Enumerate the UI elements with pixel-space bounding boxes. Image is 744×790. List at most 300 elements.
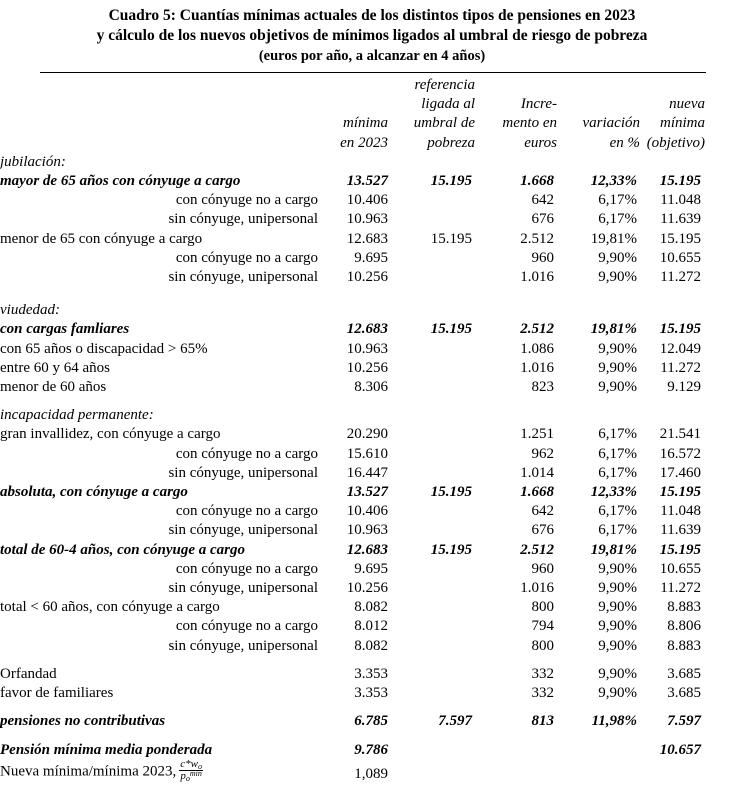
table-row	[0, 268, 744, 287]
cell-incremento: 960	[531, 560, 554, 577]
cell-referencia	[388, 598, 475, 617]
column-header-minima	[318, 76, 388, 153]
table-row	[0, 249, 744, 268]
row-label: total < 60 años, con cónyuge a cargo	[0, 599, 220, 616]
column-header-line: ligada al	[421, 96, 475, 113]
row-label-cell	[0, 230, 318, 249]
column-header-referencia	[388, 76, 475, 153]
row-spacer	[0, 703, 744, 712]
row-label-cell	[0, 464, 318, 483]
row-spacer	[0, 656, 744, 665]
pensions-table-body	[0, 76, 744, 784]
cell-nueva: 11.272	[660, 359, 701, 376]
cell-nueva: 10.657	[659, 741, 701, 758]
row-pad-cell	[705, 378, 744, 397]
row-pad-cell	[705, 340, 744, 359]
cell-variacion: 19,81%	[590, 321, 637, 338]
row-label-cell	[0, 320, 318, 339]
cell-referencia	[388, 406, 475, 425]
cell-variacion: 9,90%	[598, 637, 637, 654]
cell-nueva: 3.685	[667, 685, 701, 702]
cell-incremento: 813	[531, 713, 554, 730]
table-row	[0, 425, 744, 444]
row-spacer-cell	[0, 703, 744, 712]
table-row	[0, 521, 744, 540]
cell-nueva: 11.048	[660, 503, 701, 520]
cell-nueva: 7.597	[667, 713, 701, 730]
cell-nueva	[640, 153, 705, 172]
ratio-row-empty-cell	[640, 760, 705, 784]
row-label-cell	[0, 406, 318, 425]
column-header-line: mínima	[660, 115, 705, 132]
column-header-line: Incre-	[520, 96, 557, 113]
ratio-row-label: Nueva mínima/mínima 2023,	[0, 763, 177, 780]
cell-nueva: 10.655	[659, 249, 701, 266]
table-row	[0, 637, 744, 656]
table-row	[0, 598, 744, 617]
cell-incremento: 1.086	[520, 340, 554, 357]
cell-referencia	[388, 637, 475, 656]
table-top-rule-container	[0, 66, 744, 73]
row-label: gran invallidez, con cónyuge a cargo	[0, 426, 221, 443]
table-row	[0, 301, 744, 320]
cell-referencia	[388, 684, 475, 703]
table-row	[0, 210, 744, 229]
cell-nueva: 11.639	[660, 522, 701, 539]
column-header-line: referencia	[414, 77, 475, 93]
cell-minima	[318, 153, 388, 172]
title-line-2: y cálculo de los nuevos objetivos de mínimos ligados al umbral de riesgo de pobreza	[96, 27, 648, 44]
row-spacer-cell	[0, 656, 744, 665]
ratio-row-empty-cell	[705, 760, 744, 784]
cell-nueva: 17.460	[659, 464, 701, 481]
cell-incremento: 823	[531, 379, 554, 396]
cell-nueva: 11.272	[660, 269, 701, 286]
row-label-cell	[0, 617, 318, 636]
row-label-cell	[0, 268, 318, 287]
row-label: con cónyuge no a cargo	[175, 618, 318, 635]
row-label-cell	[0, 378, 318, 397]
cell-incremento: 800	[531, 599, 554, 616]
cell-referencia	[388, 249, 475, 268]
cell-referencia: 15.195	[430, 173, 472, 190]
cell-minima: 8.082	[354, 637, 388, 654]
row-label-cell	[0, 598, 318, 617]
row-label-cell	[0, 560, 318, 579]
cell-nueva: 12.049	[659, 340, 701, 357]
row-pad-cell	[705, 320, 744, 339]
row-label: sin cónyuge, unipersonal	[168, 211, 318, 228]
table-row	[0, 445, 744, 464]
table-row	[0, 464, 744, 483]
column-header-line	[475, 76, 557, 95]
row-label: mayor de 65 años con cónyuge a cargo	[0, 173, 241, 190]
row-label: menor de 65 con cónyuge a cargo	[0, 230, 203, 247]
cell-incremento	[475, 406, 557, 425]
cell-variacion: 6,17%	[598, 445, 637, 462]
column-header-nueva	[640, 76, 705, 153]
row-pad-cell	[705, 617, 744, 636]
cell-nueva: 8.883	[667, 637, 701, 654]
column-header-line	[318, 95, 388, 114]
row-pad-cell	[705, 230, 744, 249]
cell-incremento	[475, 153, 557, 172]
header-pad-cell	[705, 76, 744, 153]
cell-incremento: 332	[531, 665, 554, 682]
column-header-line: en 2023	[340, 134, 388, 151]
cell-incremento: 2.512	[520, 321, 554, 338]
cell-referencia	[388, 741, 475, 760]
cell-minima: 8.012	[354, 618, 388, 635]
cell-referencia	[388, 579, 475, 598]
formula-denominator	[179, 771, 203, 783]
cell-referencia	[388, 301, 475, 320]
row-label-cell	[0, 210, 318, 229]
row-pad-cell	[705, 483, 744, 502]
header-label-cell	[0, 76, 318, 153]
row-pad-cell	[705, 268, 744, 287]
row-label: sin cónyuge, unipersonal	[168, 464, 318, 481]
cell-referencia	[388, 210, 475, 229]
table-title	[0, 0, 744, 66]
cell-nueva: 15.195	[659, 484, 701, 501]
row-label: sin cónyuge, unipersonal	[168, 637, 318, 654]
cell-variacion: 6,17%	[598, 522, 637, 539]
cell-minima: 10.256	[346, 359, 388, 376]
table-row	[0, 483, 744, 502]
cell-variacion: 6,17%	[598, 426, 637, 443]
cell-minima: 3.353	[354, 665, 388, 682]
row-label: con cónyuge no a cargo	[175, 192, 318, 209]
cell-variacion: 9,90%	[598, 599, 637, 616]
row-label: sin cónyuge, unipersonal	[168, 269, 318, 286]
ratio-row-empty-cell	[475, 760, 557, 784]
row-label-cell	[0, 425, 318, 444]
cell-minima: 10.406	[346, 503, 388, 520]
row-label-cell	[0, 191, 318, 210]
row-label: entre 60 y 64 años	[0, 359, 110, 376]
formula-numerator-subscript: o	[197, 761, 202, 771]
table-row	[0, 359, 744, 378]
table-row	[0, 191, 744, 210]
column-header-line: euros	[524, 134, 557, 151]
ratio-row	[0, 760, 744, 784]
cell-minima: 10.256	[346, 580, 388, 597]
cell-minima: 20.290	[346, 426, 388, 443]
cell-nueva	[640, 406, 705, 425]
cell-minima: 8.082	[354, 599, 388, 616]
row-pad-cell	[705, 684, 744, 703]
cell-referencia: 7.597	[438, 713, 472, 730]
cell-minima: 9.695	[354, 560, 388, 577]
table-row	[0, 579, 744, 598]
cell-incremento: 2.512	[520, 230, 554, 247]
row-label-cell	[0, 502, 318, 521]
column-header-line	[557, 76, 640, 95]
cell-incremento: 332	[531, 685, 554, 702]
cell-referencia	[388, 191, 475, 210]
cell-minima: 10.963	[346, 522, 388, 539]
cell-minima: 3.353	[354, 685, 388, 702]
cell-incremento: 676	[531, 211, 554, 228]
column-header-line: (objetivo)	[646, 134, 705, 151]
row-label-cell	[0, 301, 318, 320]
table-row	[0, 684, 744, 703]
cell-variacion: 9,90%	[598, 580, 637, 597]
row-label: menor de 60 años	[0, 379, 107, 396]
ratio-row-empty-cell	[557, 760, 640, 784]
cell-minima: 12.683	[346, 230, 388, 247]
cell-incremento: 2.512	[520, 541, 554, 558]
column-header-line: en %	[609, 134, 640, 151]
cell-variacion: 11,98%	[591, 713, 637, 730]
cell-nueva: 10.655	[659, 560, 701, 577]
cell-nueva: 3.685	[667, 665, 701, 682]
column-header-line: mento en	[502, 115, 557, 132]
cell-incremento	[475, 741, 557, 760]
cell-minima: 10.406	[346, 192, 388, 209]
row-label: incapacidad permanente:	[0, 407, 154, 424]
cell-referencia	[388, 340, 475, 359]
cell-variacion: 9,90%	[598, 685, 637, 702]
column-header-line: umbral de	[413, 115, 475, 132]
cell-variacion	[557, 741, 640, 760]
cell-minima: 8.306	[354, 379, 388, 396]
column-header-variacion	[557, 76, 640, 153]
cell-referencia	[388, 464, 475, 483]
row-label: absoluta, con cónyuge a cargo	[0, 484, 188, 501]
table-row	[0, 320, 744, 339]
cell-nueva: 8.883	[667, 599, 701, 616]
cell-incremento: 1.251	[520, 426, 554, 443]
cell-variacion: 9,90%	[598, 665, 637, 682]
cell-referencia	[388, 268, 475, 287]
table-header-row	[0, 76, 744, 153]
cell-incremento: 642	[531, 503, 554, 520]
column-header-line	[640, 76, 705, 95]
cell-variacion: 9,90%	[598, 340, 637, 357]
cell-referencia: 15.195	[430, 541, 472, 558]
cell-referencia: 15.195	[430, 484, 472, 501]
cell-variacion: 9,90%	[598, 249, 637, 266]
cell-referencia	[388, 445, 475, 464]
row-pad-cell	[705, 521, 744, 540]
row-label: favor de familiares	[0, 685, 114, 702]
table-row	[0, 378, 744, 397]
column-header-line: mínima	[343, 115, 388, 132]
row-label: total de 60-4 años, con cónyuge a cargo	[0, 541, 245, 558]
row-label: viudedad:	[0, 302, 60, 319]
cell-variacion: 6,17%	[598, 503, 637, 520]
cell-referencia	[388, 153, 475, 172]
cell-incremento: 642	[531, 192, 554, 209]
cell-variacion: 19,81%	[590, 230, 637, 247]
row-pad-cell	[705, 560, 744, 579]
row-spacer	[0, 397, 744, 406]
cell-nueva: 15.195	[659, 541, 701, 558]
cell-variacion: 12,33%	[590, 484, 637, 501]
cell-minima: 6.785	[354, 713, 388, 730]
cell-incremento: 960	[531, 249, 554, 266]
cell-minima: 12.683	[346, 321, 388, 338]
cell-referencia	[388, 521, 475, 540]
cell-variacion: 9,90%	[598, 379, 637, 396]
cell-nueva: 8.806	[667, 618, 701, 635]
cell-variacion: 6,17%	[598, 211, 637, 228]
row-pad-cell	[705, 153, 744, 172]
cell-referencia: 15.195	[430, 321, 472, 338]
cell-minima: 10.963	[346, 340, 388, 357]
table-row	[0, 340, 744, 359]
row-spacer	[0, 732, 744, 741]
column-header-incremento	[475, 76, 557, 153]
cell-referencia	[388, 617, 475, 636]
row-label-cell	[0, 741, 318, 760]
cell-minima: 10.963	[346, 211, 388, 228]
cell-referencia	[388, 359, 475, 378]
row-pad-cell	[705, 712, 744, 731]
column-header-line	[318, 76, 388, 95]
table-row	[0, 665, 744, 684]
row-label: pensiones no contributivas	[0, 713, 166, 730]
table-row	[0, 502, 744, 521]
cell-nueva: 15.195	[659, 230, 701, 247]
cell-variacion: 9,90%	[598, 359, 637, 376]
row-pad-cell	[705, 598, 744, 617]
row-label-cell	[0, 637, 318, 656]
pensions-table	[0, 76, 744, 784]
row-pad-cell	[705, 665, 744, 684]
row-label-cell	[0, 684, 318, 703]
title-line-1: Cuadro 5: Cuantías mínimas actuales de los distintos tipos de pensiones en 2023	[108, 7, 636, 24]
ratio-formula	[179, 759, 203, 783]
row-label: con cónyuge no a cargo	[175, 560, 318, 577]
row-pad-cell	[705, 191, 744, 210]
cell-incremento: 1.016	[520, 269, 554, 286]
row-pad-cell	[705, 464, 744, 483]
formula-denominator-text: p	[180, 770, 186, 783]
column-header-line: nueva	[669, 96, 705, 113]
row-label: con 65 años o discapacidad > 65%	[0, 340, 208, 357]
cell-variacion: 6,17%	[598, 464, 637, 481]
row-label: con cónyuge no a cargo	[175, 249, 318, 266]
cell-minima: 16.447	[346, 464, 388, 481]
column-header-line: variación	[582, 115, 640, 132]
cell-variacion: 9,90%	[598, 560, 637, 577]
row-pad-cell	[705, 637, 744, 656]
cell-incremento: 1.668	[520, 484, 554, 501]
row-label: sin cónyuge, unipersonal	[168, 580, 318, 597]
cell-nueva: 15.195	[659, 321, 701, 338]
cell-referencia	[388, 665, 475, 684]
cell-variacion: 12,33%	[590, 173, 637, 190]
row-label-cell	[0, 579, 318, 598]
cell-referencia	[388, 560, 475, 579]
row-label-cell	[0, 249, 318, 268]
cell-nueva: 11.048	[660, 192, 701, 209]
cell-minima	[318, 406, 388, 425]
row-pad-cell	[705, 172, 744, 191]
cell-referencia: 15.195	[430, 230, 472, 247]
cell-incremento: 1.014	[520, 464, 554, 481]
cell-nueva: 21.541	[659, 426, 701, 443]
cell-nueva	[640, 301, 705, 320]
cell-minima: 15.610	[346, 445, 388, 462]
cell-incremento: 1.016	[520, 359, 554, 376]
cell-nueva: 15.195	[659, 173, 701, 190]
cell-incremento: 800	[531, 637, 554, 654]
row-pad-cell	[705, 301, 744, 320]
cell-referencia	[388, 378, 475, 397]
cell-nueva: 9.129	[667, 379, 701, 396]
cell-minima	[318, 301, 388, 320]
row-label-cell	[0, 153, 318, 172]
row-label-cell	[0, 359, 318, 378]
cell-referencia	[388, 502, 475, 521]
row-label-cell	[0, 521, 318, 540]
cell-variacion: 19,81%	[590, 541, 637, 558]
table-row	[0, 541, 744, 560]
row-label: con cargas famliares	[0, 321, 130, 338]
cell-variacion: 6,17%	[598, 192, 637, 209]
cell-minima: 10.256	[346, 269, 388, 286]
formula-numerator-text: c*w	[180, 757, 198, 770]
row-pad-cell	[705, 210, 744, 229]
row-label: Orfandad	[0, 665, 57, 682]
row-pad-cell	[705, 741, 744, 760]
cell-incremento: 676	[531, 522, 554, 539]
row-label-cell	[0, 172, 318, 191]
row-label-cell	[0, 445, 318, 464]
row-pad-cell	[705, 445, 744, 464]
cell-minima: 12.683	[346, 541, 388, 558]
table-row	[0, 617, 744, 636]
table-row	[0, 230, 744, 249]
cell-nueva: 11.272	[660, 580, 701, 597]
ratio-row-empty-cell	[388, 760, 475, 784]
title-line-3: (euros por año, a alcanzar en 4 años)	[258, 48, 486, 64]
table-row	[0, 172, 744, 191]
row-spacer-cell	[0, 287, 744, 301]
cell-nueva: 16.572	[659, 445, 701, 462]
row-label: con cónyuge no a cargo	[175, 503, 318, 520]
row-label-cell	[0, 665, 318, 684]
column-header-line	[557, 95, 640, 114]
cell-variacion: 9,90%	[598, 618, 637, 635]
cell-incremento: 962	[531, 445, 554, 462]
table-row	[0, 712, 744, 731]
row-spacer-cell	[0, 397, 744, 406]
ratio-row-label-cell	[0, 757, 318, 784]
cell-minima: 9.695	[354, 249, 388, 266]
row-label-cell	[0, 483, 318, 502]
table-row	[0, 741, 744, 760]
formula-denominator-subscript: o	[185, 774, 190, 784]
row-label: sin cónyuge, unipersonal	[168, 522, 318, 539]
cell-referencia	[388, 425, 475, 444]
cell-minima: 13.527	[346, 484, 388, 501]
ratio-value: 1,089	[354, 765, 388, 782]
table-row	[0, 153, 744, 172]
row-label: con cónyuge no a cargo	[175, 445, 318, 462]
cell-variacion	[557, 301, 640, 320]
row-label-cell	[0, 541, 318, 560]
row-label: jubilación:	[0, 153, 66, 170]
cell-minima: 13.527	[346, 173, 388, 190]
row-pad-cell	[705, 249, 744, 268]
row-pad-cell	[705, 541, 744, 560]
cell-minima: 9.786	[354, 741, 388, 758]
